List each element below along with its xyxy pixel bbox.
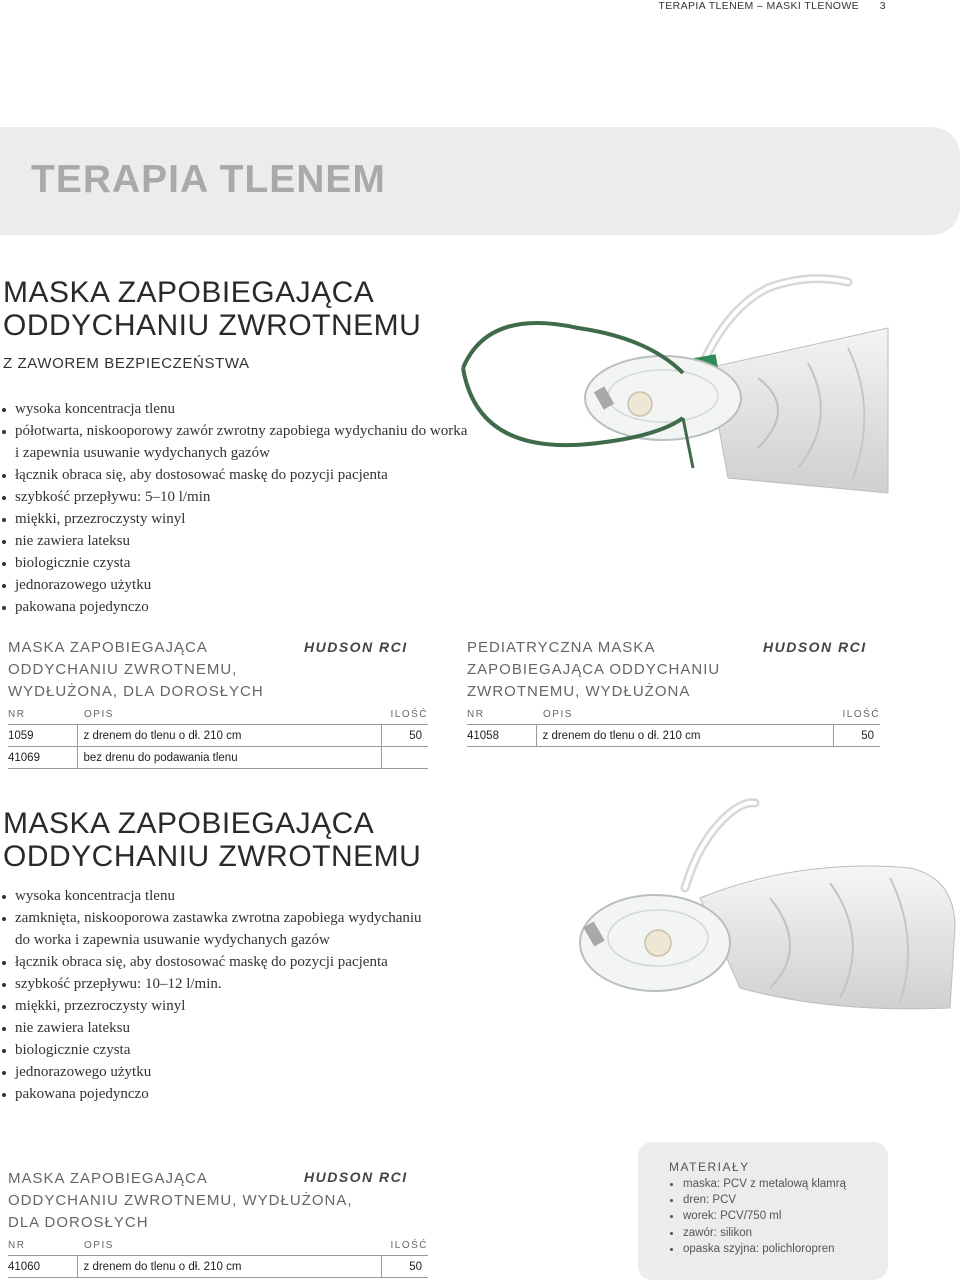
mask-product-image-1 [458,268,960,500]
section1-subtitle: Z ZAWOREM BEZPIECZEŃSTWA [3,355,250,372]
table-row [467,725,880,747]
product-adult-table [8,704,428,769]
feature-item: nie zawiera lateksu [0,530,470,552]
page-number: 3 [879,0,886,12]
section2-title-line1: MASKA ZAPOBIEGAJĄCA [3,807,375,840]
header-nr: NR [467,704,536,725]
brand-logo-hudson-rci: HUDSON RCI [304,1169,408,1185]
feature-item: miękki, przezroczysty winyl [0,995,425,1017]
cell-nr: 41069 [8,747,77,769]
banner-title: TERAPIA TLENEM [31,158,386,201]
product-adult2-table [8,1235,428,1278]
header-opis: OPIS [536,704,833,725]
header-opis: OPIS [77,704,381,725]
product-adult-title [8,637,264,703]
product-adult2-title [8,1168,353,1234]
header-nr: NR [8,1235,77,1256]
table-row [8,1256,428,1278]
running-title: TERAPIA TLENEM – MASKI TLENOWE [658,0,860,12]
product-adult2-title-line3: DLA DOROSŁYCH [8,1214,149,1231]
product-pediatric-title-line2: ZAPOBIEGAJĄCA ODDYCHANIU [467,661,721,678]
section1-title [3,276,421,342]
materials-list [669,1176,846,1257]
product-adult-title-line2: ODDYCHANIU ZWROTNEMU, [8,661,238,678]
cell-ilosc: 50 [381,1256,428,1278]
feature-item: pakowana pojedynczo [0,596,470,618]
running-header [658,0,886,12]
material-item: opaska szyjna: polichloropren [669,1241,846,1257]
feature-item: jednorazowego użytku [0,574,470,596]
header-ilosc: ILOŚĆ [833,704,880,725]
cell-opis: bez drenu do podawania tlenu [77,747,381,769]
table-header-row [467,704,880,725]
feature-item: szybkość przepływu: 10–12 l/min. [0,973,425,995]
section2-title-line2: ODDYCHANIU ZWROTNEMU [3,840,422,873]
brand-logo-hudson-rci: HUDSON RCI [763,639,867,655]
cell-opis: z drenem do tlenu o dł. 210 cm [536,725,833,747]
feature-item: zamknięta, niskooporowa zastawka zwrotna zapobiega wydychaniu do worka i zapewnia usuwanie wydychanych gazów [0,907,425,951]
feature-item: jednorazowego użytku [0,1061,425,1083]
section1-title-line1: MASKA ZAPOBIEGAJĄCA [3,276,375,309]
product-adult-title-line1: MASKA ZAPOBIEGAJĄCA [8,639,208,656]
product-pediatric-title [467,637,720,703]
cell-ilosc: 50 [833,725,880,747]
header-ilosc: ILOŚĆ [381,1235,428,1256]
feature-item: łącznik obraca się, aby dostosować maskę do pozycji pacjenta [0,951,425,973]
product-pediatric-title-line1: PEDIATRYCZNA MASKA [467,639,656,656]
cell-ilosc: 50 [381,725,428,747]
feature-item: pakowana pojedynczo [0,1083,425,1105]
section1-title-line2: ODDYCHANIU ZWROTNEMU [3,309,422,342]
feature-item: wysoka koncentracja tlenu [0,398,470,420]
cell-nr: 1059 [8,725,77,747]
table-row [8,747,428,769]
cell-ilosc [381,747,428,769]
header-ilosc: ILOŚĆ [381,704,428,725]
brand-logo-hudson-rci: HUDSON RCI [304,639,408,655]
product-pediatric-table [467,704,880,747]
product-pediatric-title-line3: ZWROTNEMU, WYDŁUŻONA [467,683,691,700]
material-item: zawór: silikon [669,1225,846,1241]
feature-item: łącznik obraca się, aby dostosować maskę do pozycji pacjenta [0,464,470,486]
table-row [8,725,428,747]
cell-nr: 41058 [467,725,536,747]
product-adult2-title-line1: MASKA ZAPOBIEGAJĄCA [8,1170,208,1187]
cell-opis: z drenem do tlenu o dł. 210 cm [77,725,381,747]
mask-product-image-2 [570,798,960,1014]
material-item: maska: PCV z metalową klamrą [669,1176,846,1192]
header-opis: OPIS [77,1235,381,1256]
header-nr: NR [8,704,77,725]
material-item: dren: PCV [669,1192,846,1208]
table-header-row [8,1235,428,1256]
section2-feature-list [0,885,425,1105]
feature-item: wysoka koncentracja tlenu [0,885,425,907]
feature-item: miękki, przezroczysty winyl [0,508,470,530]
feature-item: biologicznie czysta [0,552,470,574]
cell-opis: z drenem do tlenu o dł. 210 cm [77,1256,381,1278]
table-header-row [8,704,428,725]
material-item: worek: PCV/750 ml [669,1208,846,1224]
cell-nr: 41060 [8,1256,77,1278]
section1-feature-list [0,398,470,618]
materials-title: MATERIAŁY [669,1160,750,1174]
feature-item: biologicznie czysta [0,1039,425,1061]
product-adult2-title-line2: ODDYCHANIU ZWROTNEMU, WYDŁUŻONA, [8,1192,353,1209]
feature-item: półotwarta, niskooporowy zawór zwrotny zapobiega wydychaniu do worka i zapewnia usuwanie wydychanych gazów [0,420,470,464]
product-adult-title-line3: WYDŁUŻONA, DLA DOROSŁYCH [8,683,264,700]
feature-item: nie zawiera lateksu [0,1017,425,1039]
feature-item: szybkość przepływu: 5–10 l/min [0,486,470,508]
section2-title [3,807,421,873]
